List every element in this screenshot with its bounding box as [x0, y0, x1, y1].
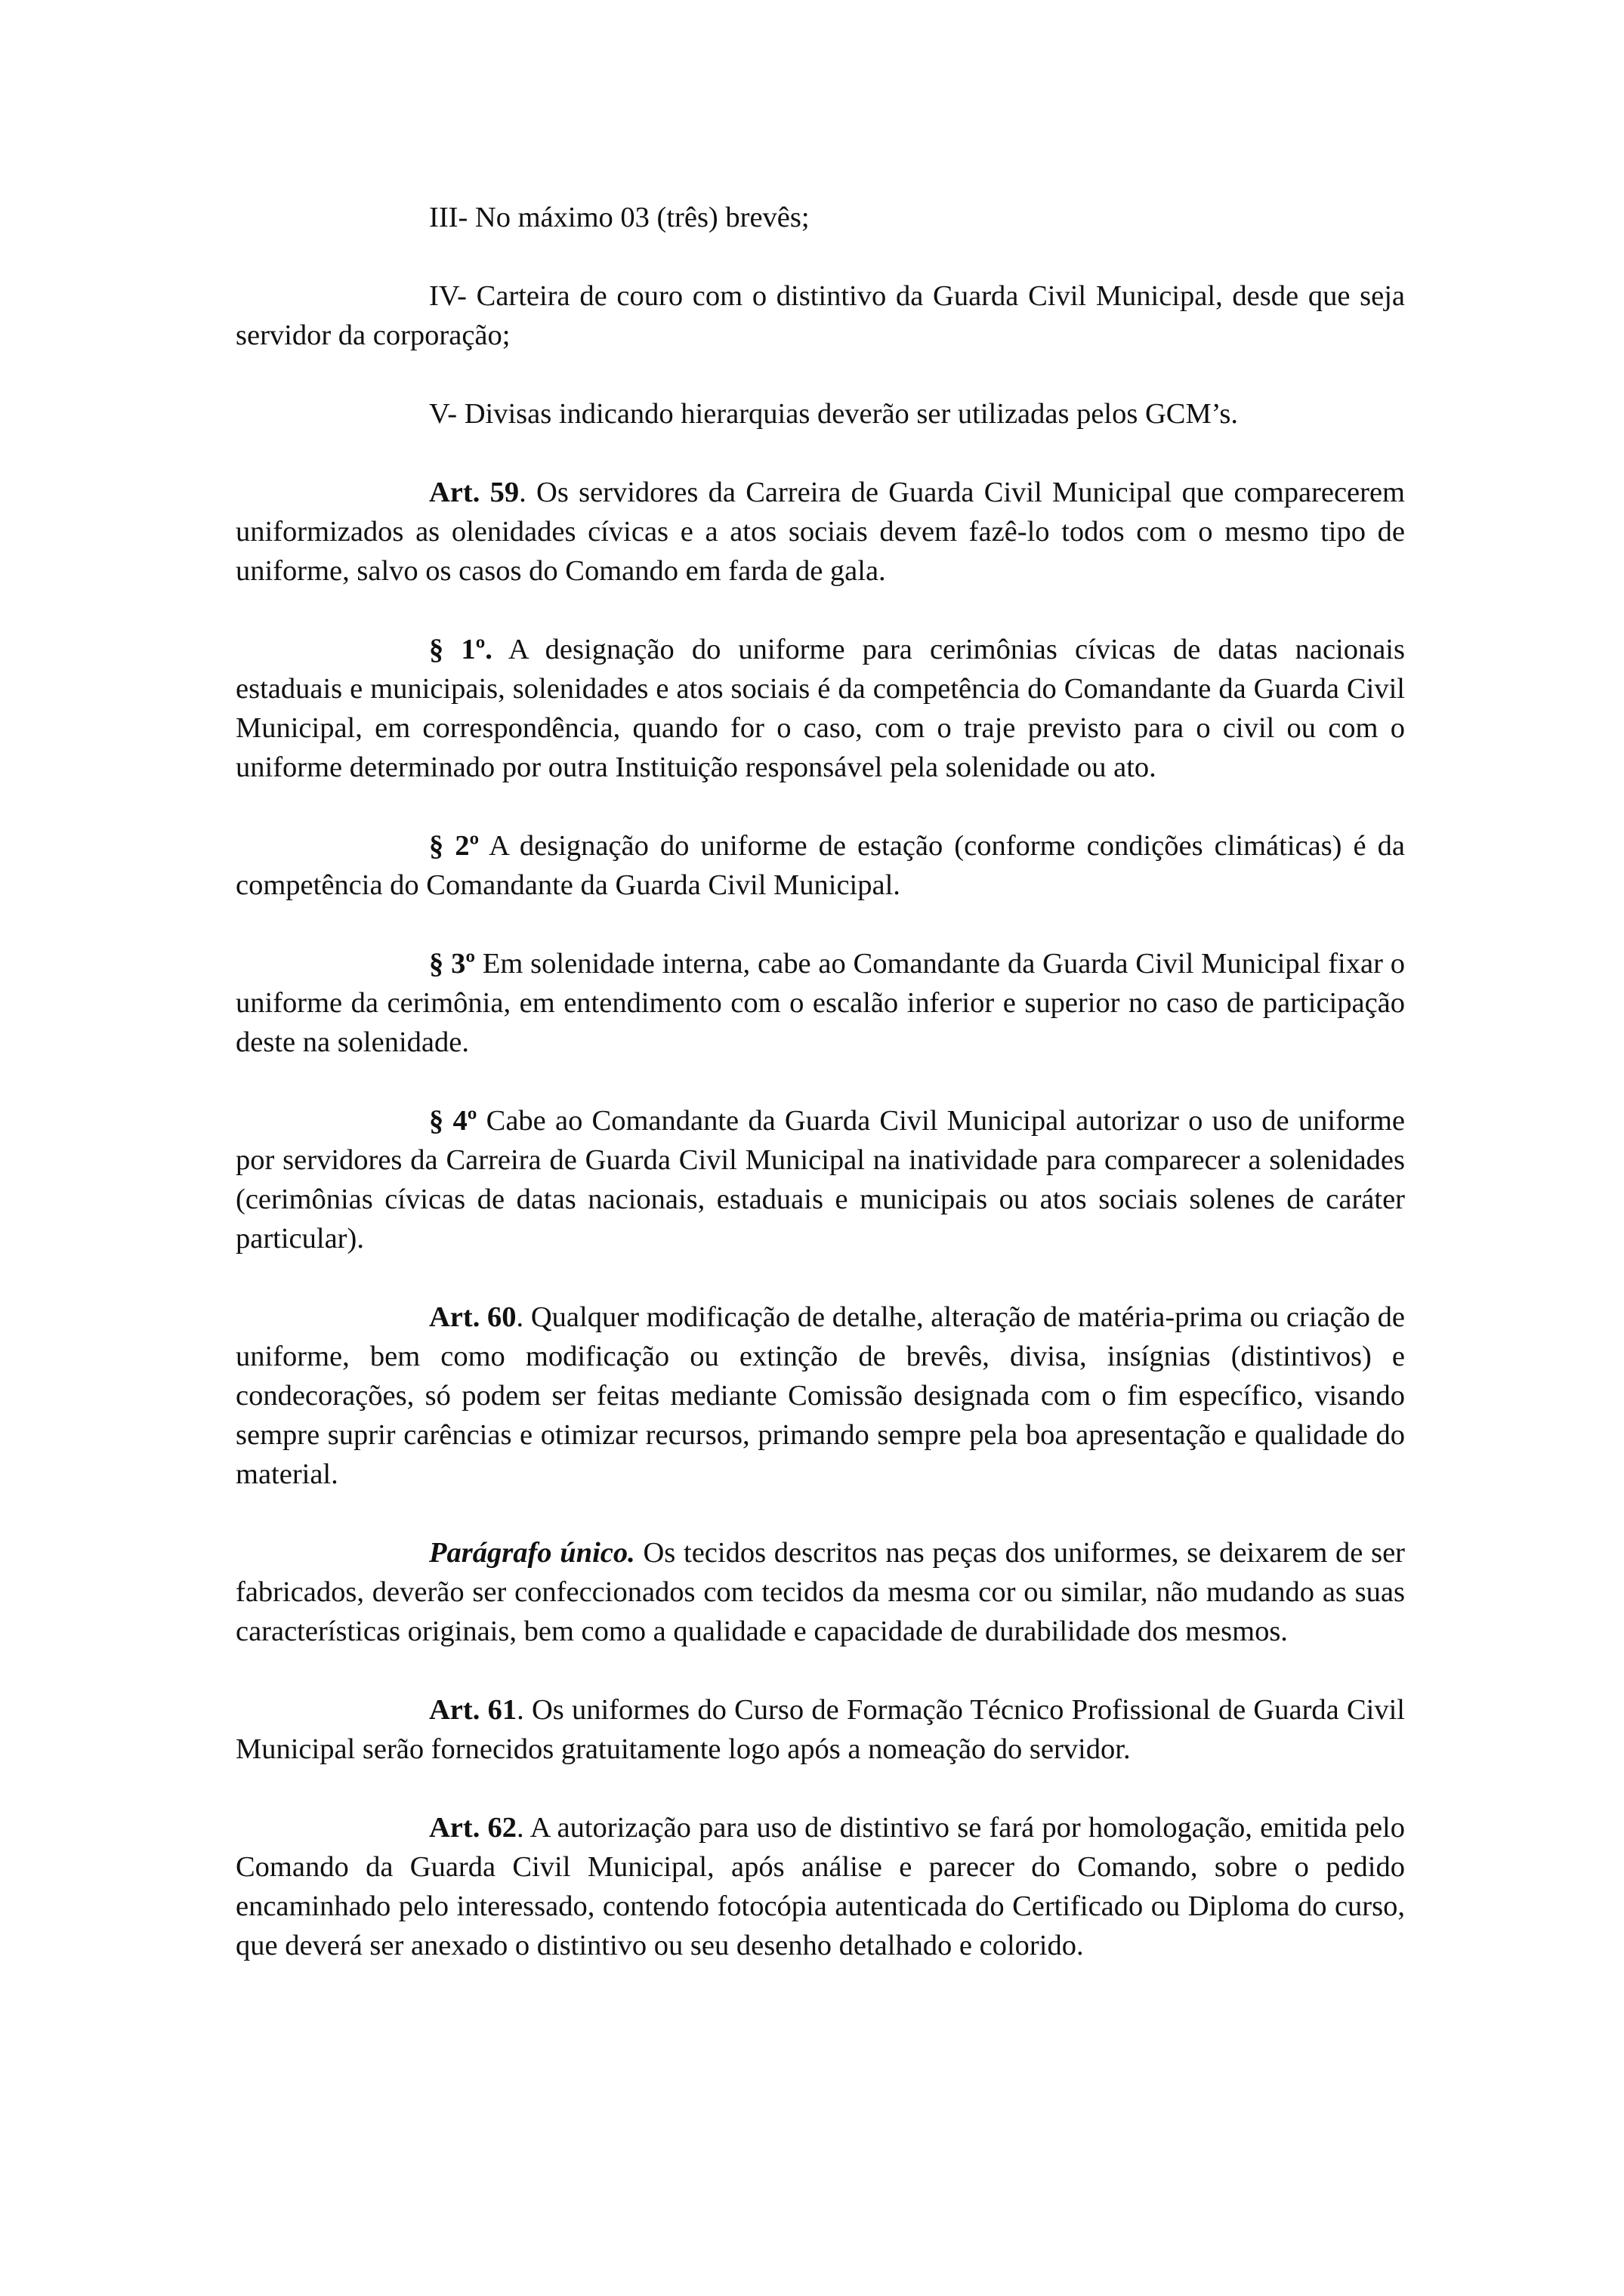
- paragrafo-unico-heading: Parágrafo único.: [429, 1537, 635, 1569]
- paragraph-text: . Os uniformes do Curso de Formação Técnico Profissional de Guarda Civil Municipal serão fornecidos gratuitamente logo após a nomeação do servidor.: [236, 1694, 1405, 1765]
- paragraph-text: V- Divisas indicando hierarquias deverão ser utilizadas pelos GCM’s.: [429, 398, 1238, 430]
- paragraph-text: IV- Carteira de couro com o distintivo da Guarda Civil Municipal, desde que seja servidor da corporação;: [236, 280, 1405, 351]
- section-heading: § 2º: [429, 830, 480, 862]
- paragraph-text: III- No máximo 03 (três) brevês;: [429, 202, 810, 233]
- article-62: [236, 1808, 1405, 1965]
- article-heading: Art. 61: [429, 1694, 517, 1726]
- section-heading: § 4º: [429, 1105, 477, 1137]
- paragraph-item-iii: [236, 198, 1405, 237]
- section-heading: § 1º.: [429, 634, 492, 665]
- paragraph-item-iv: [236, 276, 1405, 355]
- paragraph-item-v: [236, 394, 1405, 434]
- article-heading: Art. 60: [429, 1301, 517, 1333]
- paragraph-text: A designação do uniforme de estação (conforme condições climáticas) é da competência do Comandante da Guarda Civil Municipal.: [236, 830, 1405, 901]
- article-59: [236, 473, 1405, 591]
- section-2: [236, 826, 1405, 905]
- document-page: [236, 198, 1405, 1965]
- paragrafo-unico: [236, 1533, 1405, 1651]
- article-61: [236, 1690, 1405, 1769]
- article-60: [236, 1298, 1405, 1494]
- paragraph-text: Os tecidos descritos nas peças dos uniformes, se deixarem de ser fabricados, deverão ser confeccionados com tecidos da mesma cor ou similar, não mudando as suas características originais, bem como a qualidade e capacidade de durabilidade dos mesmos.: [236, 1537, 1405, 1647]
- article-heading: Art. 59: [429, 477, 520, 508]
- section-1: [236, 630, 1405, 787]
- paragraph-text: Em solenidade interna, cabe ao Comandante da Guarda Civil Municipal fixar o uniforme da cerimônia, em entendimento com o escalão inferior e superior no caso de participação deste na solenidade.: [236, 948, 1405, 1058]
- section-heading: § 3º: [429, 948, 476, 980]
- section-4: [236, 1101, 1405, 1258]
- paragraph-text: . A autorização para uso de distintivo se fará por homologação, emitida pelo Comando da Guarda Civil Municipal, após análise e parecer do Comando, sobre o pedido encaminhado pelo interessado, contendo fotocópia autenticada do Certificado ou Diploma do curso, que deverá ser anexado o distintivo ou seu desenho detalhado e colorido.: [236, 1812, 1405, 1961]
- section-3: [236, 944, 1405, 1062]
- paragraph-text: . Qualquer modificação de detalhe, alteração de matéria-prima ou criação de uniforme, bem como modificação ou extinção de brevês, divisa, insígnias (distintivos) e condecorações, só podem ser feitas mediante Comissão designada com o fim específico, visando sempre suprir carências e otimizar recursos, primando sempre pela boa apresentação e qualidade do material.: [236, 1301, 1405, 1490]
- paragraph-text: Cabe ao Comandante da Guarda Civil Municipal autorizar o uso de uniforme por servidores da Carreira de Guarda Civil Municipal na inatividade para comparecer a solenidades (cerimônias cívicas de datas nacionais, estaduais e municipais ou atos sociais solenes de caráter particular).: [236, 1105, 1405, 1254]
- paragraph-text: A designação do uniforme para cerimônias cívicas de datas nacionais estaduais e municipais, solenidades e atos sociais é da competência do Comandante da Guarda Civil Municipal, em correspondência, quando for o caso, com o traje previsto para o civil ou com o uniforme determinado por outra Instituição responsável pela solenidade ou ato.: [236, 634, 1405, 783]
- paragraph-text: . Os servidores da Carreira de Guarda Civil Municipal que comparecerem uniformizados as olenidades cívicas e a atos sociais devem fazê-lo todos com o mesmo tipo de uniforme, salvo os casos do Comando em farda de gala.: [236, 477, 1406, 587]
- article-heading: Art. 62: [429, 1812, 517, 1844]
